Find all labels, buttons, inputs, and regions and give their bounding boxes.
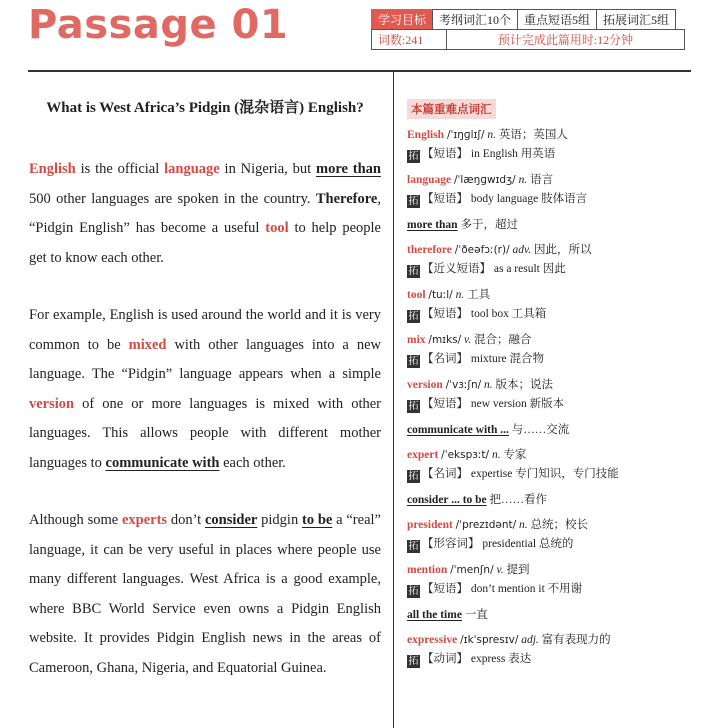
- vocab-entry: [407, 173, 697, 208]
- vocab-pos: n.: [484, 379, 493, 391]
- vocab-headline: [407, 518, 697, 533]
- vocab-pos: adv.: [512, 244, 532, 256]
- vocab-phonetic: /mɪks/: [428, 334, 462, 346]
- vocab-headline: [407, 608, 697, 623]
- goals-row-2: [372, 30, 685, 50]
- goal-extended-vocab: 拓展词汇5组: [596, 9, 676, 30]
- vocab-pos: n.: [491, 449, 501, 461]
- vocab-headline: [407, 243, 697, 258]
- vocab-extension: [407, 147, 697, 163]
- vocab-phonetic: /tuːl/: [428, 289, 453, 301]
- extension-badge-icon: 拓: [408, 151, 419, 162]
- goal-key-phrases: 重点短语5组: [517, 9, 597, 30]
- vocab-pos: v.: [464, 334, 472, 346]
- extension-badge-icon: 拓: [408, 196, 419, 207]
- vocab-headline: [407, 128, 697, 143]
- vocab-word: version: [407, 379, 443, 391]
- vocab-headline: [407, 423, 697, 438]
- vocab-extension: [407, 537, 697, 553]
- vocab-headline: [407, 173, 697, 188]
- extension-tag: 【名词】: [422, 468, 468, 480]
- vocab-headline: [407, 333, 697, 348]
- goal-core-vocab: 考纲词汇10个: [432, 9, 518, 30]
- key-phrase: more than: [315, 161, 381, 177]
- extension-text: mixture 混合物: [470, 353, 545, 365]
- key-word: version: [29, 395, 75, 412]
- vocab-word: president: [407, 519, 453, 531]
- vocab-definition: 富有表现力的: [541, 634, 611, 646]
- vocab-phrase: all the time: [407, 609, 462, 621]
- vocab-headline: [407, 493, 697, 508]
- key-word: tool: [265, 220, 289, 236]
- vocab-title: 本篇重难点词汇: [407, 99, 496, 119]
- vocab-phonetic: /ɪkˈspresɪv/: [460, 634, 519, 646]
- vocab-phonetic: /ˈmenʃn/: [450, 564, 494, 576]
- key-word: experts: [121, 512, 168, 528]
- vocab-definition: 把……看作: [489, 494, 548, 506]
- vocab-definition: 提到: [506, 564, 530, 576]
- vocab-word: expert: [407, 449, 439, 461]
- text: a “real” language, it can be very useful in places where people use many different languages. West Africa is a good example, where BBC World Service even owns a Pidgin English website. It provides Pidgin English news in the areas of Cameroon, Ghana, Nigeria, and Equatorial Guinea.: [29, 512, 381, 676]
- passage-heading: What is West Africa’s Pidgin (混杂语言) English?: [46, 100, 364, 116]
- extension-tag: 【短语】: [422, 398, 468, 410]
- vocab-entry: [407, 448, 697, 483]
- goals-row-1: [372, 10, 685, 30]
- text: For example, English is used around the world and it is very common to be: [29, 307, 381, 353]
- vocab-definition: 工具: [467, 289, 491, 301]
- vocab-entry: [407, 243, 697, 278]
- vocab-phonetic: /ˈɪŋɡlɪʃ/: [446, 129, 485, 141]
- text: Although some: [29, 512, 122, 528]
- vocab-entry: [407, 423, 697, 438]
- text: in Nigeria, but: [219, 161, 316, 177]
- vocab-word: tool: [407, 289, 426, 301]
- vocab-word: English: [407, 129, 445, 141]
- extension-badge-icon: 拓: [408, 541, 419, 552]
- vocab-headline: [407, 218, 697, 233]
- vocab-panel: [407, 99, 697, 678]
- vocab-phonetic: /ˈekspɜːt/: [441, 449, 490, 461]
- extension-badge-icon: 拓: [408, 586, 419, 597]
- vocab-extension: [407, 397, 697, 413]
- vocab-phonetic: /ˈvɜːʃn/: [445, 379, 482, 391]
- vocab-pos: n.: [518, 174, 528, 186]
- vocab-phonetic: /ˈlæŋɡwɪdʒ/: [453, 174, 516, 186]
- extension-tag: 【名词】: [422, 353, 468, 365]
- vocab-definition: 因此，所以: [534, 244, 592, 256]
- paragraph-2: [29, 301, 381, 478]
- vocab-pos: v.: [496, 564, 504, 576]
- vocab-pos: adj.: [521, 634, 539, 646]
- vocab-phrase: consider ... to be: [407, 494, 487, 506]
- vocab-entry: [407, 518, 697, 553]
- extension-tag: 【短语】: [422, 583, 468, 595]
- passage-title: Passage 01: [28, 2, 289, 48]
- vocab-entry: [407, 633, 697, 668]
- extension-badge-icon: 拓: [408, 266, 419, 277]
- header-rule: [28, 70, 691, 72]
- vocab-word: therefore: [407, 244, 452, 256]
- vocab-phonetic: /ˈprezɪdənt/: [455, 519, 517, 531]
- extension-tag: 【短语】: [422, 193, 468, 205]
- key-phrase: consider: [204, 512, 258, 528]
- paragraph-1: [29, 155, 381, 273]
- vocab-definition: 专家: [503, 449, 527, 461]
- vocab-extension: [407, 652, 697, 668]
- extension-badge-icon: 拓: [408, 471, 419, 482]
- word-count: 词数:241: [371, 29, 447, 50]
- vocab-definition: 版本；说法: [495, 379, 554, 391]
- passage-body: [29, 96, 381, 711]
- extension-text: express 表达: [470, 653, 532, 665]
- text: pidgin: [257, 512, 302, 528]
- vocab-entry: [407, 128, 697, 163]
- text: each other.: [219, 454, 286, 471]
- vocab-word: language: [407, 174, 452, 186]
- extension-tag: 【动词】: [422, 653, 468, 665]
- vocab-entry: [407, 378, 697, 413]
- vocab-headline: [407, 633, 697, 648]
- extension-tag: 【短语】: [422, 148, 468, 160]
- vocab-headline: [407, 288, 697, 303]
- extension-badge-icon: 拓: [408, 311, 419, 322]
- vocab-definition: 多于，超过: [460, 219, 518, 231]
- vocab-entry: [407, 288, 697, 323]
- extension-badge-icon: 拓: [408, 356, 419, 367]
- vocab-definition: 一直: [464, 609, 488, 621]
- key-word: language: [164, 161, 220, 177]
- vocab-headline: [407, 448, 697, 463]
- extension-tag: 【短语】: [422, 308, 468, 320]
- vocab-extension: [407, 352, 697, 368]
- vocab-entry: [407, 563, 697, 598]
- vocab-extension: [407, 307, 697, 323]
- vocab-extension: [407, 192, 697, 208]
- extension-text: in English 用英语: [470, 148, 556, 160]
- key-word-bold: Therefore: [315, 190, 378, 207]
- extension-text: presidential 总统的: [482, 538, 574, 550]
- vocab-pos: n.: [487, 129, 496, 141]
- text: 500 other languages are spoken in the country.: [29, 190, 316, 207]
- extension-text: body language 肢体语言: [470, 193, 588, 205]
- extension-text: new version 新版本: [470, 398, 565, 410]
- vocab-extension: [407, 467, 697, 483]
- text: with other languages into a new language. The “Pidgin” language appears when a simple: [29, 336, 381, 382]
- key-phrase: communicate with: [105, 454, 220, 471]
- extension-tag: 【近义短语】: [422, 263, 491, 275]
- extension-text: as a result 因此: [493, 263, 566, 275]
- vocab-extension: [407, 262, 697, 278]
- extension-text: tool box 工具箱: [470, 308, 547, 320]
- vocab-entry: [407, 218, 697, 233]
- vocab-definition: 英语；英国人: [498, 129, 568, 141]
- extension-text: expertise 专门知识，专门技能: [470, 468, 619, 480]
- vocab-definition: 总统；校长: [530, 519, 589, 531]
- key-phrase: to be: [301, 512, 333, 528]
- text: is the official: [75, 161, 165, 177]
- column-divider: [393, 72, 394, 728]
- text: don’t: [167, 512, 205, 528]
- text: , “Pidgin English” has become a useful: [29, 190, 381, 236]
- vocab-word: mix: [407, 334, 426, 346]
- vocab-definition: 与……交流: [511, 424, 570, 436]
- paragraph-3: [29, 506, 381, 683]
- extension-badge-icon: 拓: [408, 656, 419, 667]
- vocab-headline: [407, 563, 697, 578]
- vocab-word: expressive: [407, 634, 458, 646]
- vocab-phrase: communicate with ...: [407, 424, 509, 436]
- vocab-phrase: more than: [407, 219, 458, 231]
- vocab-definition: 混合；融合: [474, 334, 532, 346]
- vocab-headline: [407, 378, 697, 393]
- vocab-entry: [407, 608, 697, 623]
- extension-text: don’t mention it 不用谢: [470, 583, 583, 595]
- vocab-pos: n.: [519, 519, 528, 531]
- time-estimate: 预计完成此篇用时:12分钟: [446, 29, 685, 50]
- vocab-extension: [407, 582, 697, 598]
- vocab-entry: [407, 333, 697, 368]
- extension-badge-icon: 拓: [408, 401, 419, 412]
- extension-tag: 【形容词】: [422, 538, 480, 550]
- vocab-entry: [407, 493, 697, 508]
- learning-goals-table: [372, 10, 685, 50]
- vocab-definition: 语言: [530, 174, 554, 186]
- vocab-word: mention: [407, 564, 448, 576]
- vocab-list: [407, 128, 697, 668]
- key-word: mixed: [128, 336, 167, 353]
- learning-goals-badge: 学习目标: [371, 9, 433, 30]
- vocab-pos: n.: [455, 289, 465, 301]
- text: of one or more languages is mixed with other languages. This allows people with different mother languages to: [29, 395, 381, 471]
- text: to help people get to know each other.: [29, 220, 381, 266]
- key-word: English: [29, 161, 76, 177]
- vocab-phonetic: /ˈðeəfɔː(r)/: [454, 244, 510, 256]
